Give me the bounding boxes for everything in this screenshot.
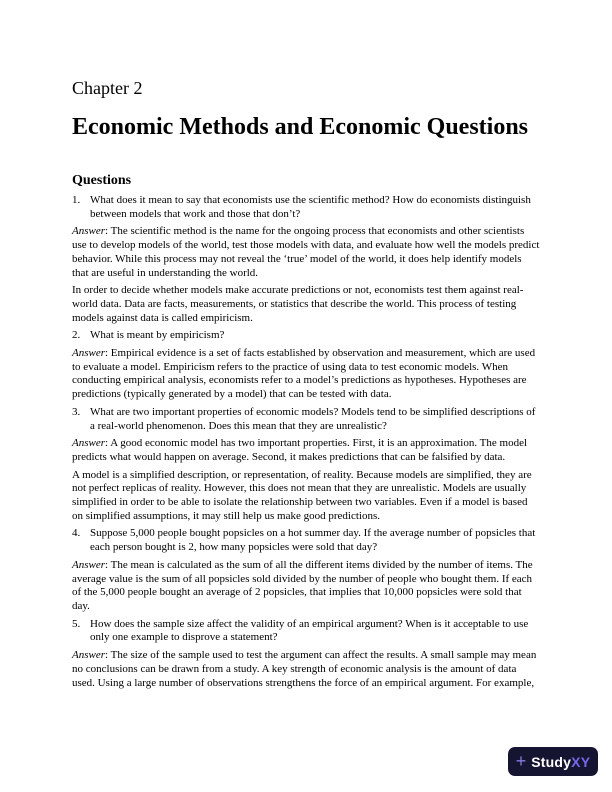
page-content xyxy=(72,78,540,694)
question-item-1 xyxy=(72,194,540,221)
answer-text: : The size of the sample used to test the argument can affect the results. A small sample may mean no conclusions can be drawn from a study. A key strength of economic analysis is the amount of data used. Using a large number of observations strengthens the force of an empirical argument. For example, xyxy=(72,649,537,689)
answer-text: A model is a simplified description, or representation, of reality. Because models are simplified, they are not perfect replicas of reality. However, this does not mean that they are unrealistic. Models are usually simplified in order to be able to isolate the relationship between two variables. Even if a model is based on simplified assumptions, it may still help us make good predictions. xyxy=(72,468,532,522)
answer-prefix-label: Answer xyxy=(72,347,105,360)
section-heading: Questions xyxy=(72,173,132,188)
question-item-3 xyxy=(72,406,540,433)
question-item-5 xyxy=(72,618,540,645)
answer-prefix-label: Answer xyxy=(72,225,105,238)
answer-prefix-label: Answer xyxy=(72,649,105,662)
answer-text: : The mean is calculated as the sum of all the different items divided by the number of items. The average value is the sum of all popsicles sold divided by the number of people who bought them. If each of the 5,000 people bought an average of 2 popsicles, that implies that 10,000 popsicles were sold that day. xyxy=(72,558,533,612)
question-number: 5. xyxy=(72,617,81,630)
answer-paragraph xyxy=(72,284,540,325)
answer-paragraph xyxy=(72,347,540,402)
question-text: What does it mean to say that economists use the scientific method? How do economists distinguish between models that work and those that don’t? xyxy=(90,194,531,220)
answer-paragraph xyxy=(72,559,540,614)
question-item-2 xyxy=(72,329,540,343)
question-number: 4. xyxy=(72,527,81,540)
chapter-label: Chapter 2 xyxy=(72,78,143,98)
logo-text-xy: XY xyxy=(571,753,591,770)
answer-prefix-label: Answer xyxy=(72,558,105,571)
logo-text-study: Study xyxy=(531,753,572,770)
answer-paragraph xyxy=(72,469,540,524)
question-text: Suppose 5,000 people bought popsicles on a hot summer day. If the average number of popsicles that each person bought is 2, how many popsicles were sold that day? xyxy=(90,527,536,554)
answer-paragraph xyxy=(72,225,540,280)
studyxy-logo[interactable] xyxy=(508,747,598,776)
answer-prefix-label: Answer xyxy=(72,437,105,450)
question-number: 3. xyxy=(72,405,81,418)
question-text: How does the sample size affect the validity of an empirical argument? When is it acceptable to use only one example to disprove a statement? xyxy=(90,617,529,644)
plus-icon: + xyxy=(515,751,527,771)
question-item-4 xyxy=(72,527,540,554)
answer-paragraph xyxy=(72,649,540,690)
answer-text: : Empirical evidence is a set of facts established by observation and measurement, which are used to evaluate a model. Empiricism refers to the practice of using data to test economic models. When conducting empirical analysis, economists refer to a model’s predictions as hypotheses. Hypotheses are predictions (typically generated by a model) that can be tested with data. xyxy=(72,347,536,401)
question-number: 2. xyxy=(72,329,81,342)
question-number: 1. xyxy=(72,194,81,206)
question-text: What are two important properties of economic models? Models tend to be simplified descriptions of a real-world phenomenon. Does this mean that they are unrealistic? xyxy=(90,405,536,432)
answer-text: : The scientific method is the name for the ongoing process that economists and other scientists use to develop models of the world, test those models with data, and evaluate how well the models predict behavior. While this process may not reveal the ‘true’ model of the world, it does help identify models that are useful in understanding the world. xyxy=(72,225,540,279)
page-title: Economic Methods and Economic Questions xyxy=(72,114,529,140)
answer-text: : A good economic model has two important properties. First, it is an approximation. The model predicts what would happen on average. Second, it makes predictions that can be falsified by data. xyxy=(72,437,528,463)
answer-text: In order to decide whether models make accurate predictions or not, economists test them against real-world data. Data are facts, measurements, or statistics that describe the world. This process of testing models against data is called empiricism. xyxy=(72,284,524,324)
answer-paragraph xyxy=(72,437,540,464)
question-text: What is meant by empiricism? xyxy=(90,329,225,342)
